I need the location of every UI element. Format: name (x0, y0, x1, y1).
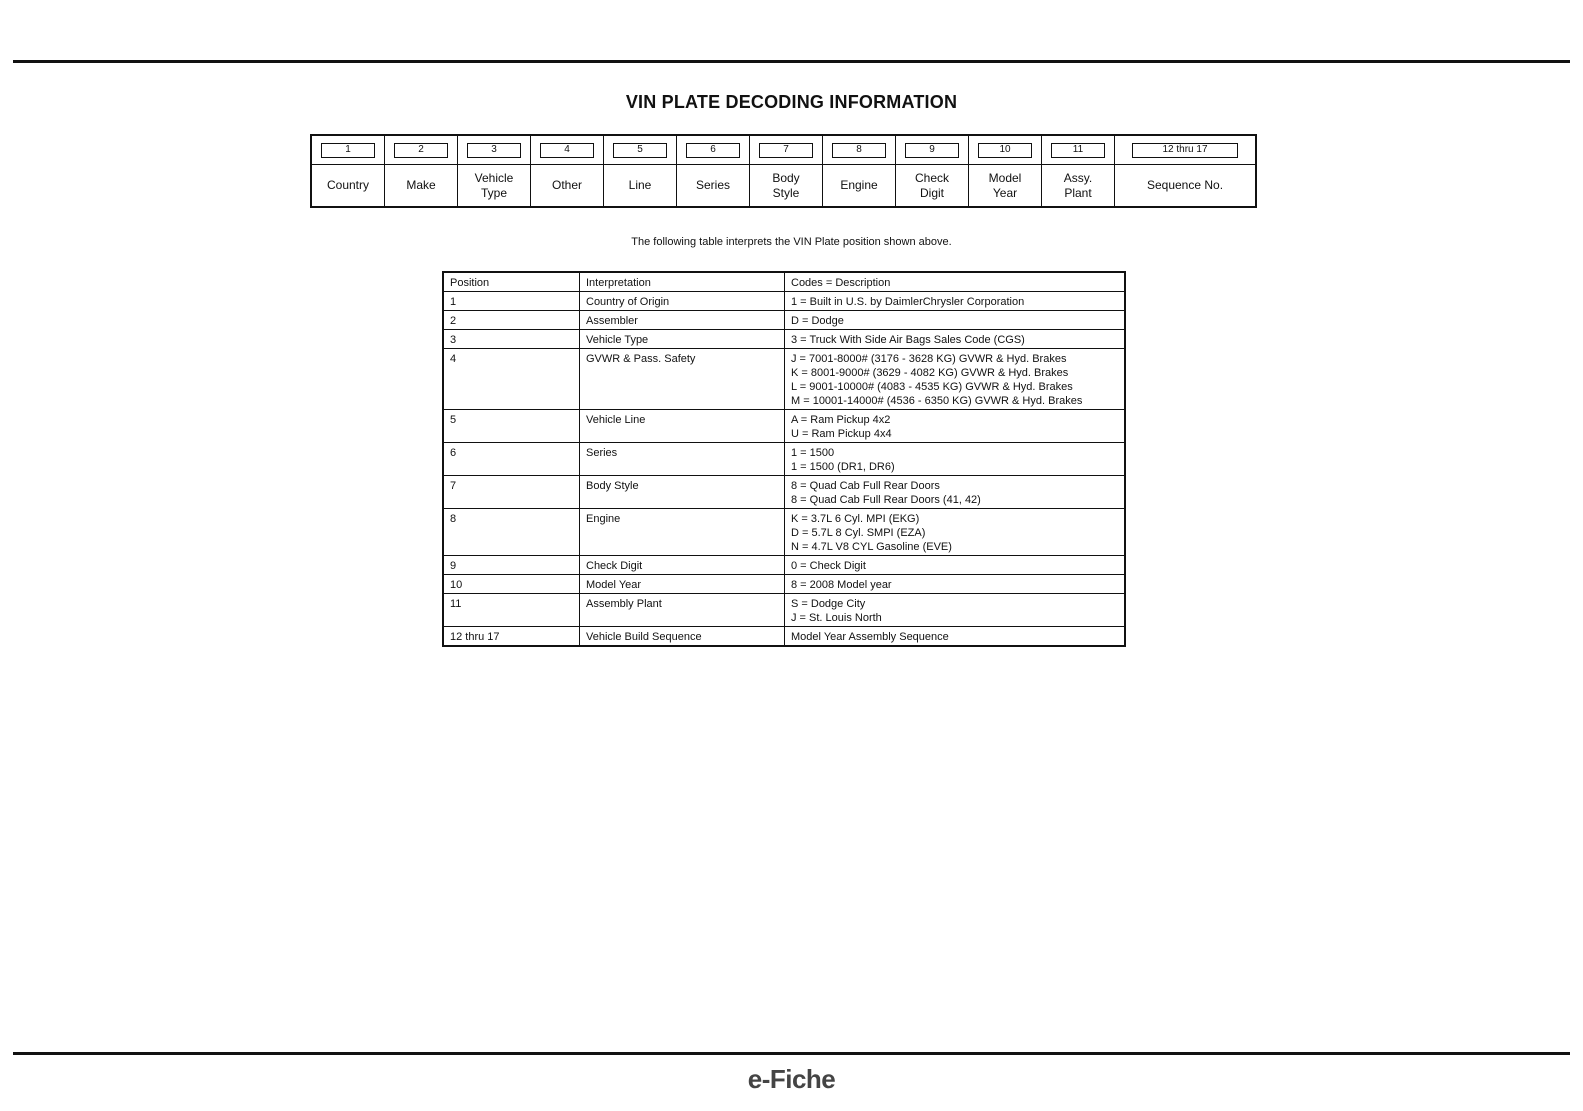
cell-position: 11 (443, 594, 580, 627)
column-header-codes: Codes = Description (785, 272, 1126, 292)
plate-position-label: Body Style (772, 170, 800, 200)
plate-position-number-area (604, 136, 676, 165)
plate-position-label: Engine (840, 178, 878, 192)
cell-codes (785, 594, 1126, 627)
cell-position: 9 (443, 556, 580, 575)
plate-position (896, 136, 969, 206)
plate-position (458, 136, 531, 206)
plate-position-number-area (385, 136, 457, 165)
vin-plate-strip (310, 134, 1257, 208)
cell-position: 12 thru 17 (443, 627, 580, 647)
code-description-line: U = Ram Pickup 4x4 (791, 428, 892, 440)
code-description-line: 8 = Quad Cab Full Rear Doors (41, 42) (791, 494, 981, 506)
plate-position-number: 4 (540, 143, 595, 158)
plate-position-number-area (458, 136, 530, 165)
plate-position-number: 3 (467, 143, 522, 158)
plate-position-number: 1 (321, 143, 376, 158)
table-row (443, 575, 1125, 594)
cell-interpretation: Model Year (580, 575, 785, 594)
cell-interpretation: Vehicle Type (580, 330, 785, 349)
plate-position-number: 8 (832, 143, 887, 158)
table-row (443, 292, 1125, 311)
plate-position-number-area (750, 136, 822, 165)
code-description-line: J = 7001-8000# (3176 - 3628 KG) GVWR & Hyd. Brakes (791, 353, 1067, 365)
cell-codes (785, 443, 1126, 476)
cell-interpretation: Assembly Plant (580, 594, 785, 627)
cell-codes (785, 311, 1126, 330)
code-description-line: 8 = 2008 Model year (791, 579, 892, 591)
cell-codes (785, 575, 1126, 594)
plate-position (969, 136, 1042, 206)
plate-position-number-area (1115, 136, 1255, 165)
code-description-line: 3 = Truck With Side Air Bags Sales Code (CGS) (791, 334, 1025, 346)
code-description-line: 0 = Check Digit (791, 560, 866, 572)
plate-position-number: 5 (613, 143, 668, 158)
table-header-row (443, 272, 1125, 292)
intro-text: The following table interprets the VIN Plate position shown above. (631, 236, 952, 248)
plate-position-number-area (896, 136, 968, 165)
plate-position-number-area (823, 136, 895, 165)
cell-interpretation: Country of Origin (580, 292, 785, 311)
plate-position (677, 136, 750, 206)
plate-position-label: Model Year (988, 170, 1022, 200)
code-description-line: 1 = 1500 (791, 447, 835, 459)
efiche-logo: e-Fiche (747, 1064, 836, 1094)
plate-position-label: Check Digit (914, 170, 949, 200)
code-description-line: L = 9001-10000# (4083 - 4535 KG) GVWR & Hyd. Brakes (791, 381, 1073, 393)
cell-codes (785, 556, 1126, 575)
plate-position-number-area (677, 136, 749, 165)
cell-codes (785, 476, 1126, 509)
cell-interpretation: GVWR & Pass. Safety (580, 349, 785, 410)
plate-position-label: Other (551, 178, 582, 192)
plate-position (385, 136, 458, 206)
table-row (443, 410, 1125, 443)
plate-position-number-area (312, 136, 384, 165)
table-row (443, 476, 1125, 509)
code-description-line: K = 8001-9000# (3629 - 4082 KG) GVWR & Hyd. Brakes (791, 367, 1069, 379)
plate-position-number: 11 (1051, 143, 1106, 158)
plate-position (1115, 136, 1255, 206)
cell-position: 2 (443, 311, 580, 330)
cell-interpretation: Body Style (580, 476, 785, 509)
code-description-line: Model Year Assembly Sequence (791, 631, 949, 643)
code-description-line: K = 3.7L 6 Cyl. MPI (EKG) (791, 513, 920, 525)
plate-position-label: Series (695, 178, 730, 192)
table-row (443, 594, 1125, 627)
cell-interpretation: Engine (580, 509, 785, 556)
cell-position: 8 (443, 509, 580, 556)
code-description-line: 1 = Built in U.S. by DaimlerChrysler Corporation (791, 296, 1025, 308)
cell-position: 1 (443, 292, 580, 311)
cell-codes (785, 627, 1126, 647)
code-description-line: N = 4.7L V8 CYL Gasoline (EVE) (791, 541, 952, 553)
code-description-line: M = 10001-14000# (4536 - 6350 KG) GVWR & Hyd. Brakes (791, 395, 1083, 407)
code-description-line: 1 = 1500 (DR1, DR6) (791, 461, 895, 473)
column-header-interpretation: Interpretation (580, 272, 785, 292)
cell-position: 3 (443, 330, 580, 349)
plate-position-label: Make (406, 178, 436, 192)
cell-interpretation: Check Digit (580, 556, 785, 575)
plate-position-label: Line (628, 178, 652, 192)
plate-position (604, 136, 677, 206)
plate-position (1042, 136, 1115, 206)
top-rule (13, 60, 1570, 63)
column-header-position: Position (443, 272, 580, 292)
plate-position-label: Vehicle Type (474, 170, 514, 200)
plate-position (312, 136, 385, 206)
plate-position-number: 7 (759, 143, 814, 158)
code-description-line: S = Dodge City (791, 598, 866, 610)
table-row (443, 443, 1125, 476)
table-row (443, 556, 1125, 575)
code-description-line: D = Dodge (791, 315, 844, 327)
cell-interpretation: Assembler (580, 311, 785, 330)
plate-position-number-area (531, 136, 603, 165)
plate-position-number: 2 (394, 143, 449, 158)
table-row (443, 311, 1125, 330)
cell-position: 10 (443, 575, 580, 594)
plate-position (531, 136, 604, 206)
cell-codes (785, 292, 1126, 311)
plate-position-number: 12 thru 17 (1132, 143, 1238, 158)
plate-position-label: Assy. Plant (1063, 170, 1093, 200)
plate-position (750, 136, 823, 206)
code-description-line: J = St. Louis North (791, 612, 882, 624)
cell-position: 6 (443, 443, 580, 476)
table-row (443, 349, 1125, 410)
cell-codes (785, 509, 1126, 556)
code-description-line: A = Ram Pickup 4x2 (791, 414, 891, 426)
bottom-rule (13, 1052, 1570, 1055)
table-row (443, 627, 1125, 647)
code-description-line: 8 = Quad Cab Full Rear Doors (791, 480, 940, 492)
vin-decoding-table (442, 271, 1126, 647)
cell-position: 7 (443, 476, 580, 509)
table-row (443, 509, 1125, 556)
cell-codes (785, 330, 1126, 349)
cell-interpretation: Vehicle Line (580, 410, 785, 443)
cell-codes (785, 410, 1126, 443)
code-description-line: D = 5.7L 8 Cyl. SMPI (EZA) (791, 527, 926, 539)
plate-position (823, 136, 896, 206)
cell-interpretation: Series (580, 443, 785, 476)
cell-interpretation: Vehicle Build Sequence (580, 627, 785, 647)
plate-position-number: 9 (905, 143, 960, 158)
plate-position-number: 6 (686, 143, 741, 158)
plate-position-label: Sequence No. (1146, 178, 1224, 192)
plate-position-label: Country (326, 178, 370, 192)
plate-position-number-area (1042, 136, 1114, 165)
table-row (443, 330, 1125, 349)
cell-codes (785, 349, 1126, 410)
plate-position-number-area (969, 136, 1041, 165)
cell-position: 5 (443, 410, 580, 443)
cell-position: 4 (443, 349, 580, 410)
plate-position-number: 10 (978, 143, 1033, 158)
page-title: VIN PLATE DECODING INFORMATION (625, 92, 958, 112)
